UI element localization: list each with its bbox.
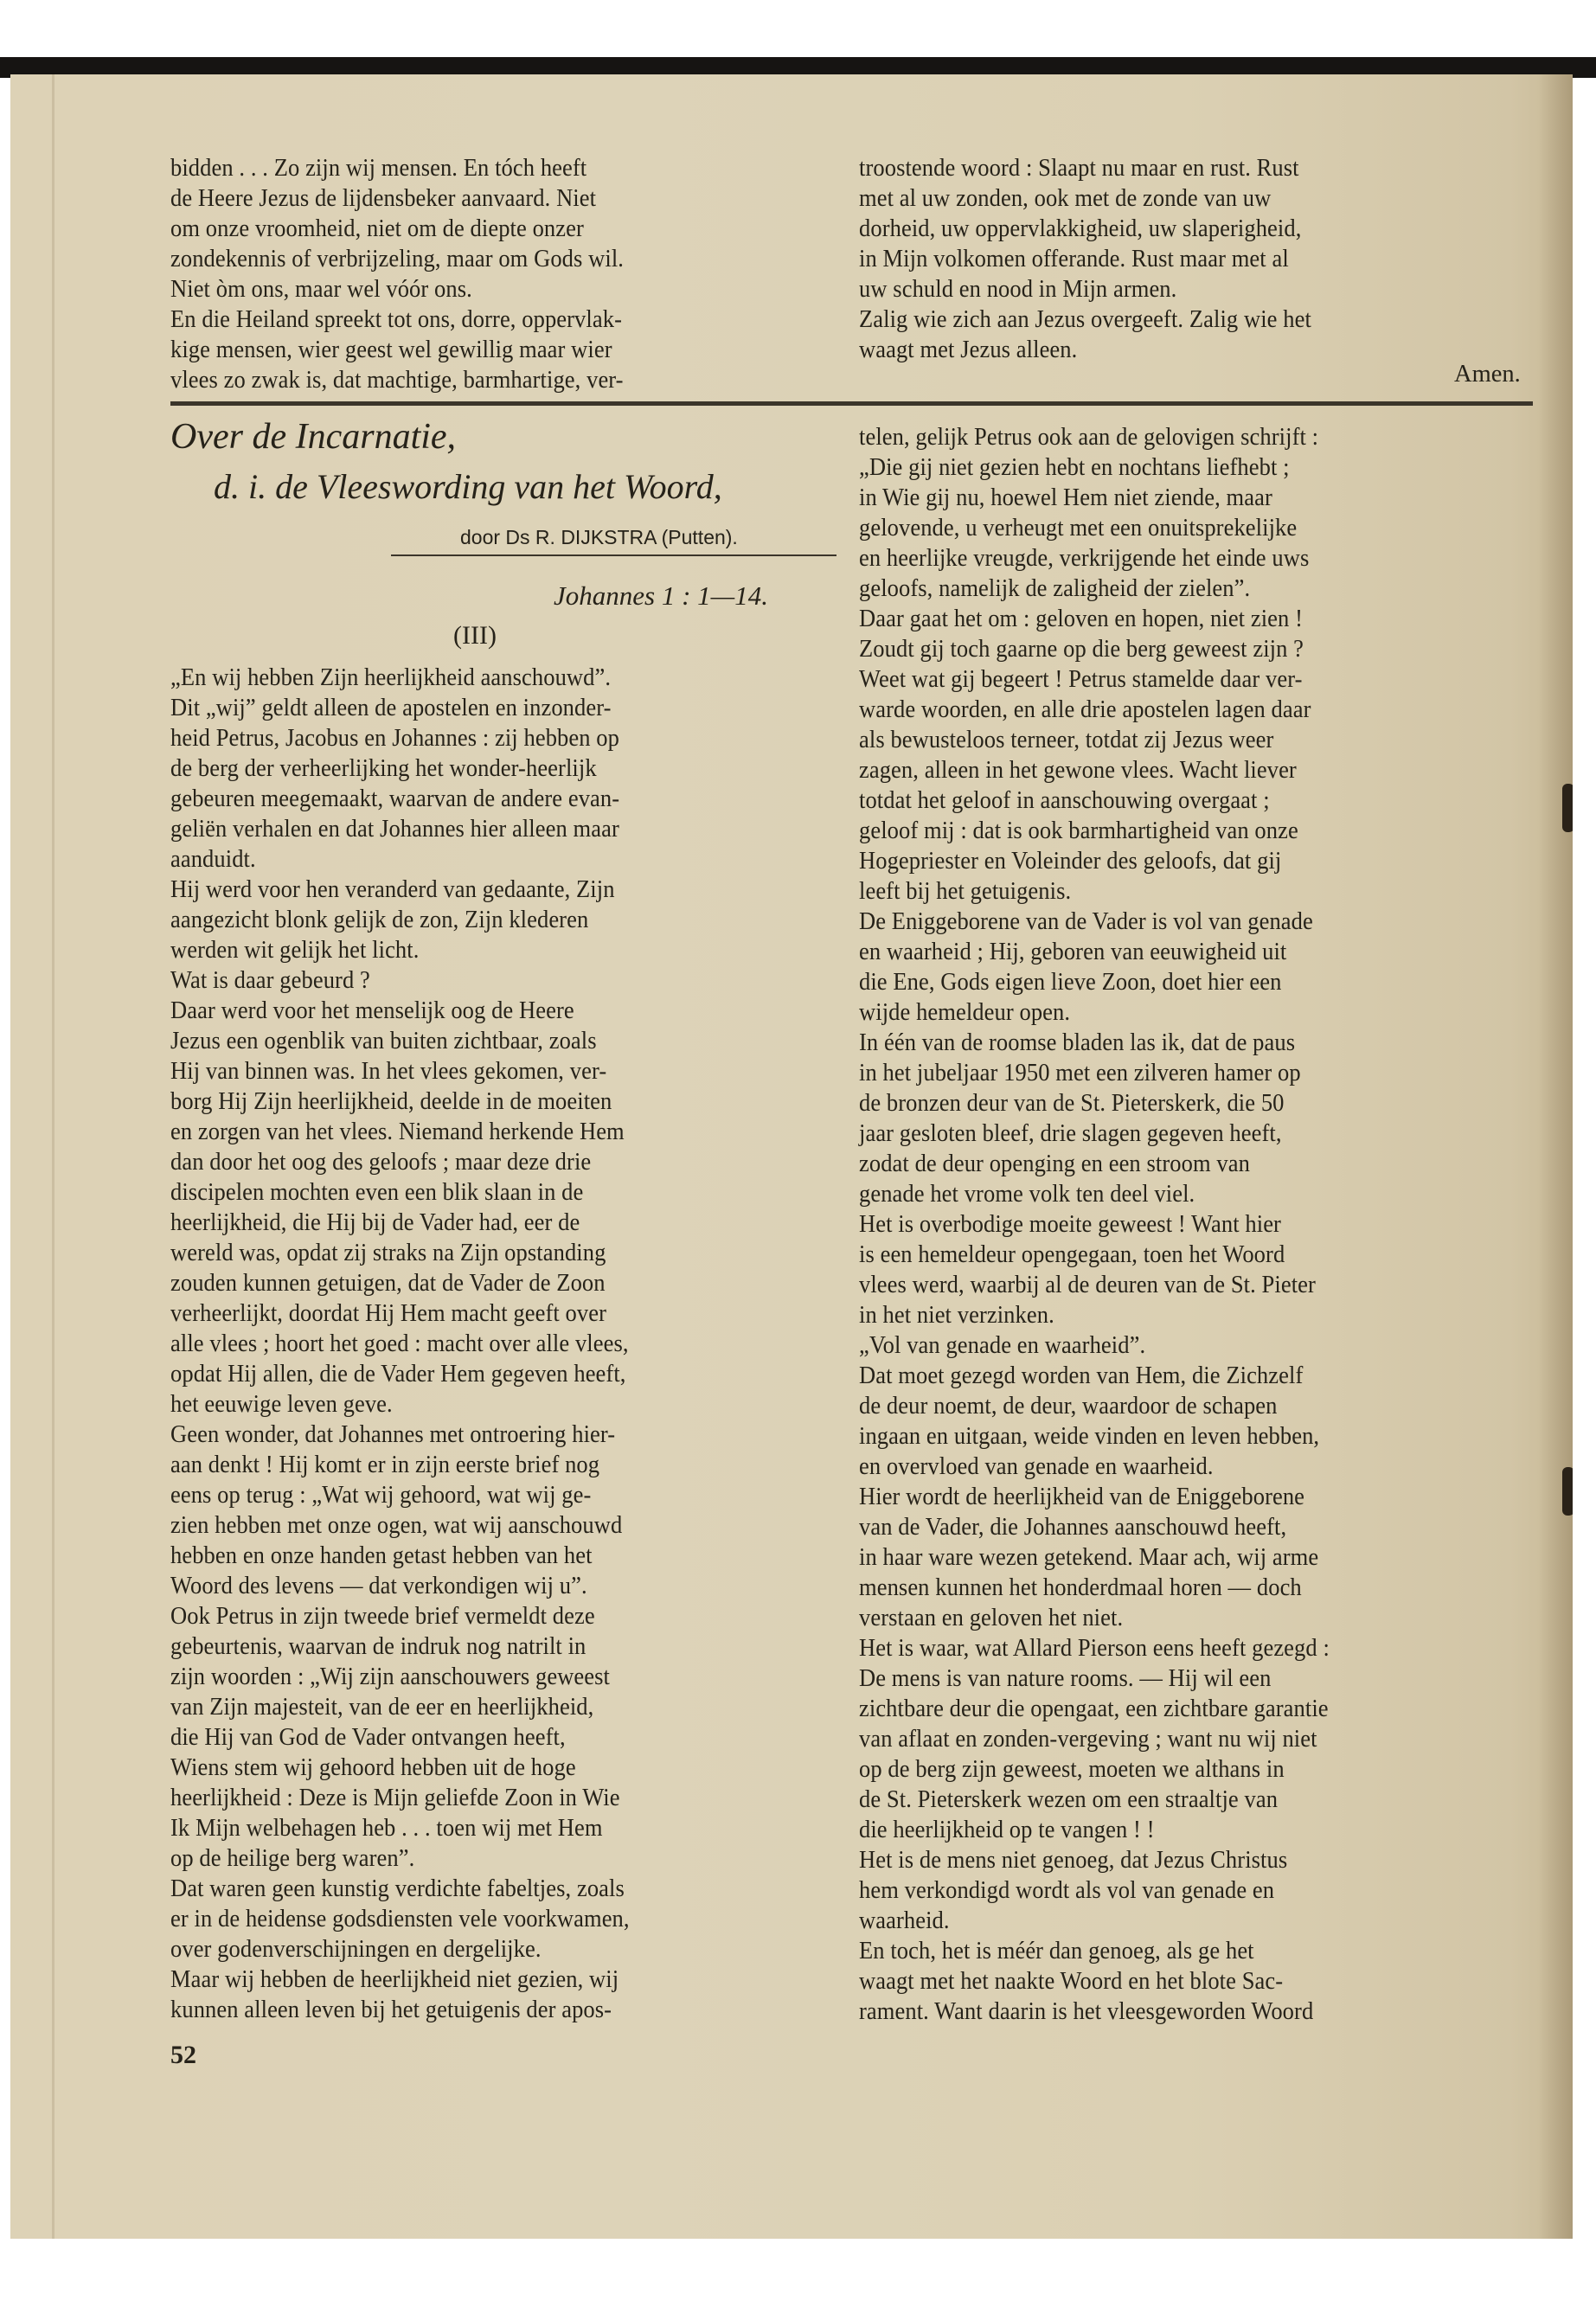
text-line: Het is waar, wat Allard Pierson eens heeft gezegd : (859, 1635, 1330, 1662)
text-line: hem verkondigd wordt als vol van genade en (859, 1877, 1275, 1904)
text-line: Woord des levens — dat verkondigen wij u”. (170, 1573, 587, 1599)
text-line: heid Petrus, Jacobus en Johannes : zij hebben op (170, 725, 619, 752)
text-line: in het niet verzinken. (859, 1302, 1054, 1329)
text-line: als bewusteloos terneer, totdat zij Jezus weer (859, 727, 1274, 753)
binder-tab (1562, 784, 1573, 832)
article-right-column (859, 422, 1525, 2027)
text-line: in haar ware wezen getekend. Maar ach, wij arme (859, 1544, 1319, 1571)
article-title: Over de Incarnatie, (170, 417, 457, 457)
text-line: „Die gij niet gezien hebt en nochtans liefhebt ; (859, 454, 1290, 481)
text-line: Zoudt gij toch gaarne op die berg geweest zijn ? (859, 636, 1304, 663)
page-edge-shadow (1538, 74, 1573, 2239)
text-line: Hogepriester en Voleinder des geloofs, dat gij (859, 848, 1282, 875)
text-line: om onze vroomheid, niet om de diepte onzer (170, 215, 584, 242)
text-line: waagt met het naakte Woord en het blote Sac- (859, 1968, 1284, 1995)
text-line: Ik Mijn welbehagen heb . . . toen wij met Hem (170, 1815, 603, 1842)
text-line: zodat de deur openging en een stroom van (859, 1150, 1250, 1177)
byline-rule (391, 554, 836, 556)
text-line: Hij werd voor hen veranderd van gedaante, Zijn (170, 876, 615, 903)
text-line: discipelen mochten even een blik slaan in de (170, 1179, 584, 1206)
text-line: in het jubeljaar 1950 met een zilveren hamer op (859, 1060, 1301, 1086)
text-line: troostende woord : Slaapt nu maar en rust. Rust (859, 155, 1299, 182)
text-line: rament. Want daarin is het vleesgeworden Woord (859, 1998, 1314, 2025)
text-line: totdat het geloof in aanschouwing overgaat ; (859, 787, 1270, 814)
text-line: op de berg zijn geweest, moeten we althans in (859, 1756, 1285, 1783)
text-line: zondekennis of verbrijzeling, maar om Gods wil. (170, 246, 625, 272)
text-line: de St. Pieterskerk wezen om een straaltje van (859, 1786, 1279, 1813)
text-line: op de heilige berg waren”. (170, 1845, 415, 1872)
text-line: gebeurtenis, waarvan de indruk nog natrilt in (170, 1633, 586, 1660)
text-line: geloof mij : dat is ook barmhartigheid van onze (859, 817, 1298, 844)
text-line: die Hij van God de Vader ontvangen heeft, (170, 1724, 566, 1751)
text-line: is een hemeldeur opengegaan, toen het Woord (859, 1241, 1285, 1268)
text-line: werden wit gelijk het licht. (170, 937, 420, 964)
text-line: en heerlijke vreugde, verkrijgende het einde uws (859, 545, 1310, 572)
text-line: zagen, alleen in het gewone vlees. Wacht liever (859, 757, 1297, 784)
text-line: leeft bij het getuigenis. (859, 878, 1072, 905)
text-line: aanduidt. (170, 846, 256, 873)
page-number: 52 (170, 2041, 196, 2069)
text-line: dorheid, uw oppervlakkigheid, uw slaperigheid, (859, 215, 1302, 242)
text-line: waagt met Jezus alleen. (859, 336, 1078, 363)
text-line: Jezus een ogenblik van buiten zichtbaar, zoals (170, 1028, 597, 1054)
text-line: de deur noemt, de deur, waardoor de schapen (859, 1393, 1278, 1420)
text-line: Weet wat gij begeert ! Petrus stamelde daar ver- (859, 666, 1303, 693)
text-line: vlees zo zwak is, dat machtige, barmhartige, ver- (170, 367, 624, 394)
text-line: Maar wij hebben de heerlijkheid niet gezien, wij (170, 1966, 619, 1993)
text-line: en zorgen van het vlees. Niemand herkende Hem (170, 1118, 625, 1145)
text-line: over godenverschijningen en dergelijke. (170, 1936, 542, 1963)
text-line: Hier wordt de heerlijkheid van de Eniggeborene (859, 1484, 1305, 1510)
text-line: heerlijkheid : Deze is Mijn geliefde Zoon in Wie (170, 1785, 620, 1811)
text-line: jaar gesloten bleef, drie slagen gegeven heeft, (859, 1120, 1282, 1147)
text-line: de bronzen deur van de St. Pieterskerk, die 50 (859, 1090, 1285, 1117)
text-line: Wiens stem wij gehoord hebben uit de hoge (170, 1754, 576, 1781)
text-line: aan denkt ! Hij komt er in zijn eerste brief nog (170, 1452, 600, 1478)
scripture-reference: Johannes 1 : 1—14. (554, 580, 768, 611)
text-line: zichtbare deur die opengaat, een zichtbare garantie (859, 1695, 1329, 1722)
top-right-column (859, 153, 1525, 365)
text-line: kige mensen, wier geest wel gewillig maar wier (170, 336, 612, 363)
text-line: de Heere Jezus de lijdensbeker aanvaard. Niet (170, 185, 597, 212)
text-line: genade het vrome volk ten deel viel. (859, 1181, 1195, 1208)
text-line: „En wij hebben Zijn heerlijkheid aanschouwd”. (170, 664, 612, 691)
text-line: wijde hemeldeur open. (859, 999, 1071, 1026)
text-line: zouden kunnen getuigen, dat de Vader de Zoon (170, 1270, 606, 1297)
text-line: verheerlijkt, doordat Hij Hem macht geeft over (170, 1300, 607, 1327)
text-line: Hij van binnen was. In het vlees gekomen, ver- (170, 1058, 607, 1085)
text-line: gelovende, u verheugt met een onuitsprekelijke (859, 515, 1298, 542)
text-line: van Zijn majesteit, van de eer en heerlijkheid, (170, 1694, 594, 1721)
text-line: en overvloed van genade en waarheid. (859, 1453, 1214, 1480)
text-line: Niet òm ons, maar wel vóór ons. (170, 276, 472, 303)
text-line: vlees werd, waarbij al de deuren van de St. Pieter (859, 1272, 1316, 1298)
text-line: die heerlijkheid op te vangen ! ! (859, 1817, 1155, 1843)
text-line: Ook Petrus in zijn tweede brief vermeldt deze (170, 1603, 595, 1630)
text-line: zijn woorden : „Wij zijn aanschouwers geweest (170, 1663, 611, 1690)
text-line: telen, gelijk Petrus ook aan de gelovigen schrijft : (859, 424, 1319, 451)
text-line: Geen wonder, dat Johannes met ontroering hier- (170, 1421, 616, 1448)
text-line: van aflaat en zonden-vergeving ; want nu wij niet (859, 1726, 1317, 1753)
closing-amen: Amen. (1454, 361, 1521, 388)
magazine-page (10, 74, 1573, 2239)
page-fold-line (52, 74, 54, 2239)
text-line: De Eniggeborene van de Vader is vol van genade (859, 908, 1313, 935)
text-line: alle vlees ; hoort het goed : macht over alle vlees, (170, 1330, 629, 1357)
text-line: ingaan en uitgaan, weide vinden en leven hebben, (859, 1423, 1320, 1450)
text-line: Dat waren geen kunstig verdichte fabeltjes, zoals (170, 1875, 625, 1902)
section-separator-rule (170, 401, 1533, 406)
text-line: Het is overbodige moeite geweest ! Want hier (859, 1211, 1281, 1238)
text-line: verstaan en geloven het niet. (859, 1605, 1124, 1631)
text-line: van de Vader, die Johannes aanschouwd heeft, (859, 1514, 1287, 1541)
text-line: opdat Hij allen, die de Vader Hem gegeven heeft, (170, 1361, 626, 1388)
text-line: en waarheid ; Hij, geboren van eeuwigheid uit (859, 939, 1287, 965)
text-line: met al uw zonden, ook met de zonde van uw (859, 185, 1272, 212)
text-line: eens op terug : „Wat wij gehoord, wat wij ge- (170, 1482, 592, 1509)
text-line: Wat is daar gebeurd ? (170, 967, 370, 994)
text-line: geliën verhalen en dat Johannes hier alleen maar (170, 816, 619, 843)
text-line: er in de heidense godsdiensten vele voorkwamen, (170, 1906, 630, 1932)
text-line: En toch, het is méér dan genoeg, als ge het (859, 1938, 1254, 1965)
text-line: gebeuren meegemaakt, waarvan de andere evan- (170, 785, 620, 812)
text-line: dan door het oog des geloofs ; maar deze drie (170, 1149, 592, 1176)
text-line: mensen kunnen het honderdmaal horen — doch (859, 1574, 1302, 1601)
text-line: in Wie gij nu, hoewel Hem niet ziende, maar (859, 484, 1272, 511)
article-left-column (170, 663, 836, 2025)
text-line: De mens is van nature rooms. — Hij wil een (859, 1665, 1272, 1692)
text-line: In één van de roomse bladen las ik, dat de paus (859, 1029, 1296, 1056)
text-line: in Mijn volkomen offerande. Rust maar met al (859, 246, 1289, 272)
text-line: die Ene, Gods eigen lieve Zoon, doet hier een (859, 969, 1282, 996)
text-line: Het is de mens niet genoeg, dat Jezus Christus (859, 1847, 1288, 1874)
text-line: Dit „wij” geldt alleen de apostelen en inzonder- (170, 695, 612, 721)
text-line: Zalig wie zich aan Jezus overgeeft. Zalig wie het (859, 306, 1311, 333)
text-line: het eeuwige leven geve. (170, 1391, 393, 1418)
text-line: waarheid. (859, 1907, 950, 1934)
text-line: wereld was, opdat zij straks na Zijn opstanding (170, 1240, 606, 1266)
text-line: warde woorden, en alle drie apostelen lagen daar (859, 696, 1311, 723)
text-line: kunnen alleen leven bij het getuigenis der apos- (170, 1997, 612, 2023)
text-line: Dat moet gezegd worden van Hem, die Zichzelf (859, 1362, 1304, 1389)
top-left-column (170, 153, 836, 395)
text-line: hebben en onze handen getast hebben van het (170, 1542, 593, 1569)
text-line: Daar werd voor het menselijk oog de Heere (170, 997, 574, 1024)
text-line: En die Heiland spreekt tot ons, dorre, oppervlak- (170, 306, 622, 333)
text-line: heerlijkheid, die Hij bij de Vader had, eer de (170, 1209, 580, 1236)
text-line: aangezicht blonk gelijk de zon, Zijn klederen (170, 907, 589, 933)
text-line: „Vol van genade en waarheid”. (859, 1332, 1146, 1359)
text-line: Daar gaat het om : geloven en hopen, niet zien ! (859, 606, 1304, 632)
text-line: bidden . . . Zo zijn wij mensen. En tóch heeft (170, 155, 587, 182)
text-line: zien hebben met onze ogen, wat wij aanschouwd (170, 1512, 623, 1539)
article-byline: door Ds R. DIJKSTRA (Putten). (460, 526, 738, 548)
text-line: de berg der verheerlijking het wonder-heerlijk (170, 755, 597, 782)
article-part-number: (III) (453, 621, 497, 650)
text-line: uw schuld en nood in Mijn armen. (859, 276, 1177, 303)
binder-tab (1562, 1467, 1573, 1516)
text-line: borg Hij Zijn heerlijkheid, deelde in de moeiten (170, 1088, 612, 1115)
text-line: geloofs, namelijk de zaligheid der zielen”. (859, 575, 1251, 602)
article-subtitle: d. i. de Vleeswording van het Woord, (214, 467, 722, 506)
